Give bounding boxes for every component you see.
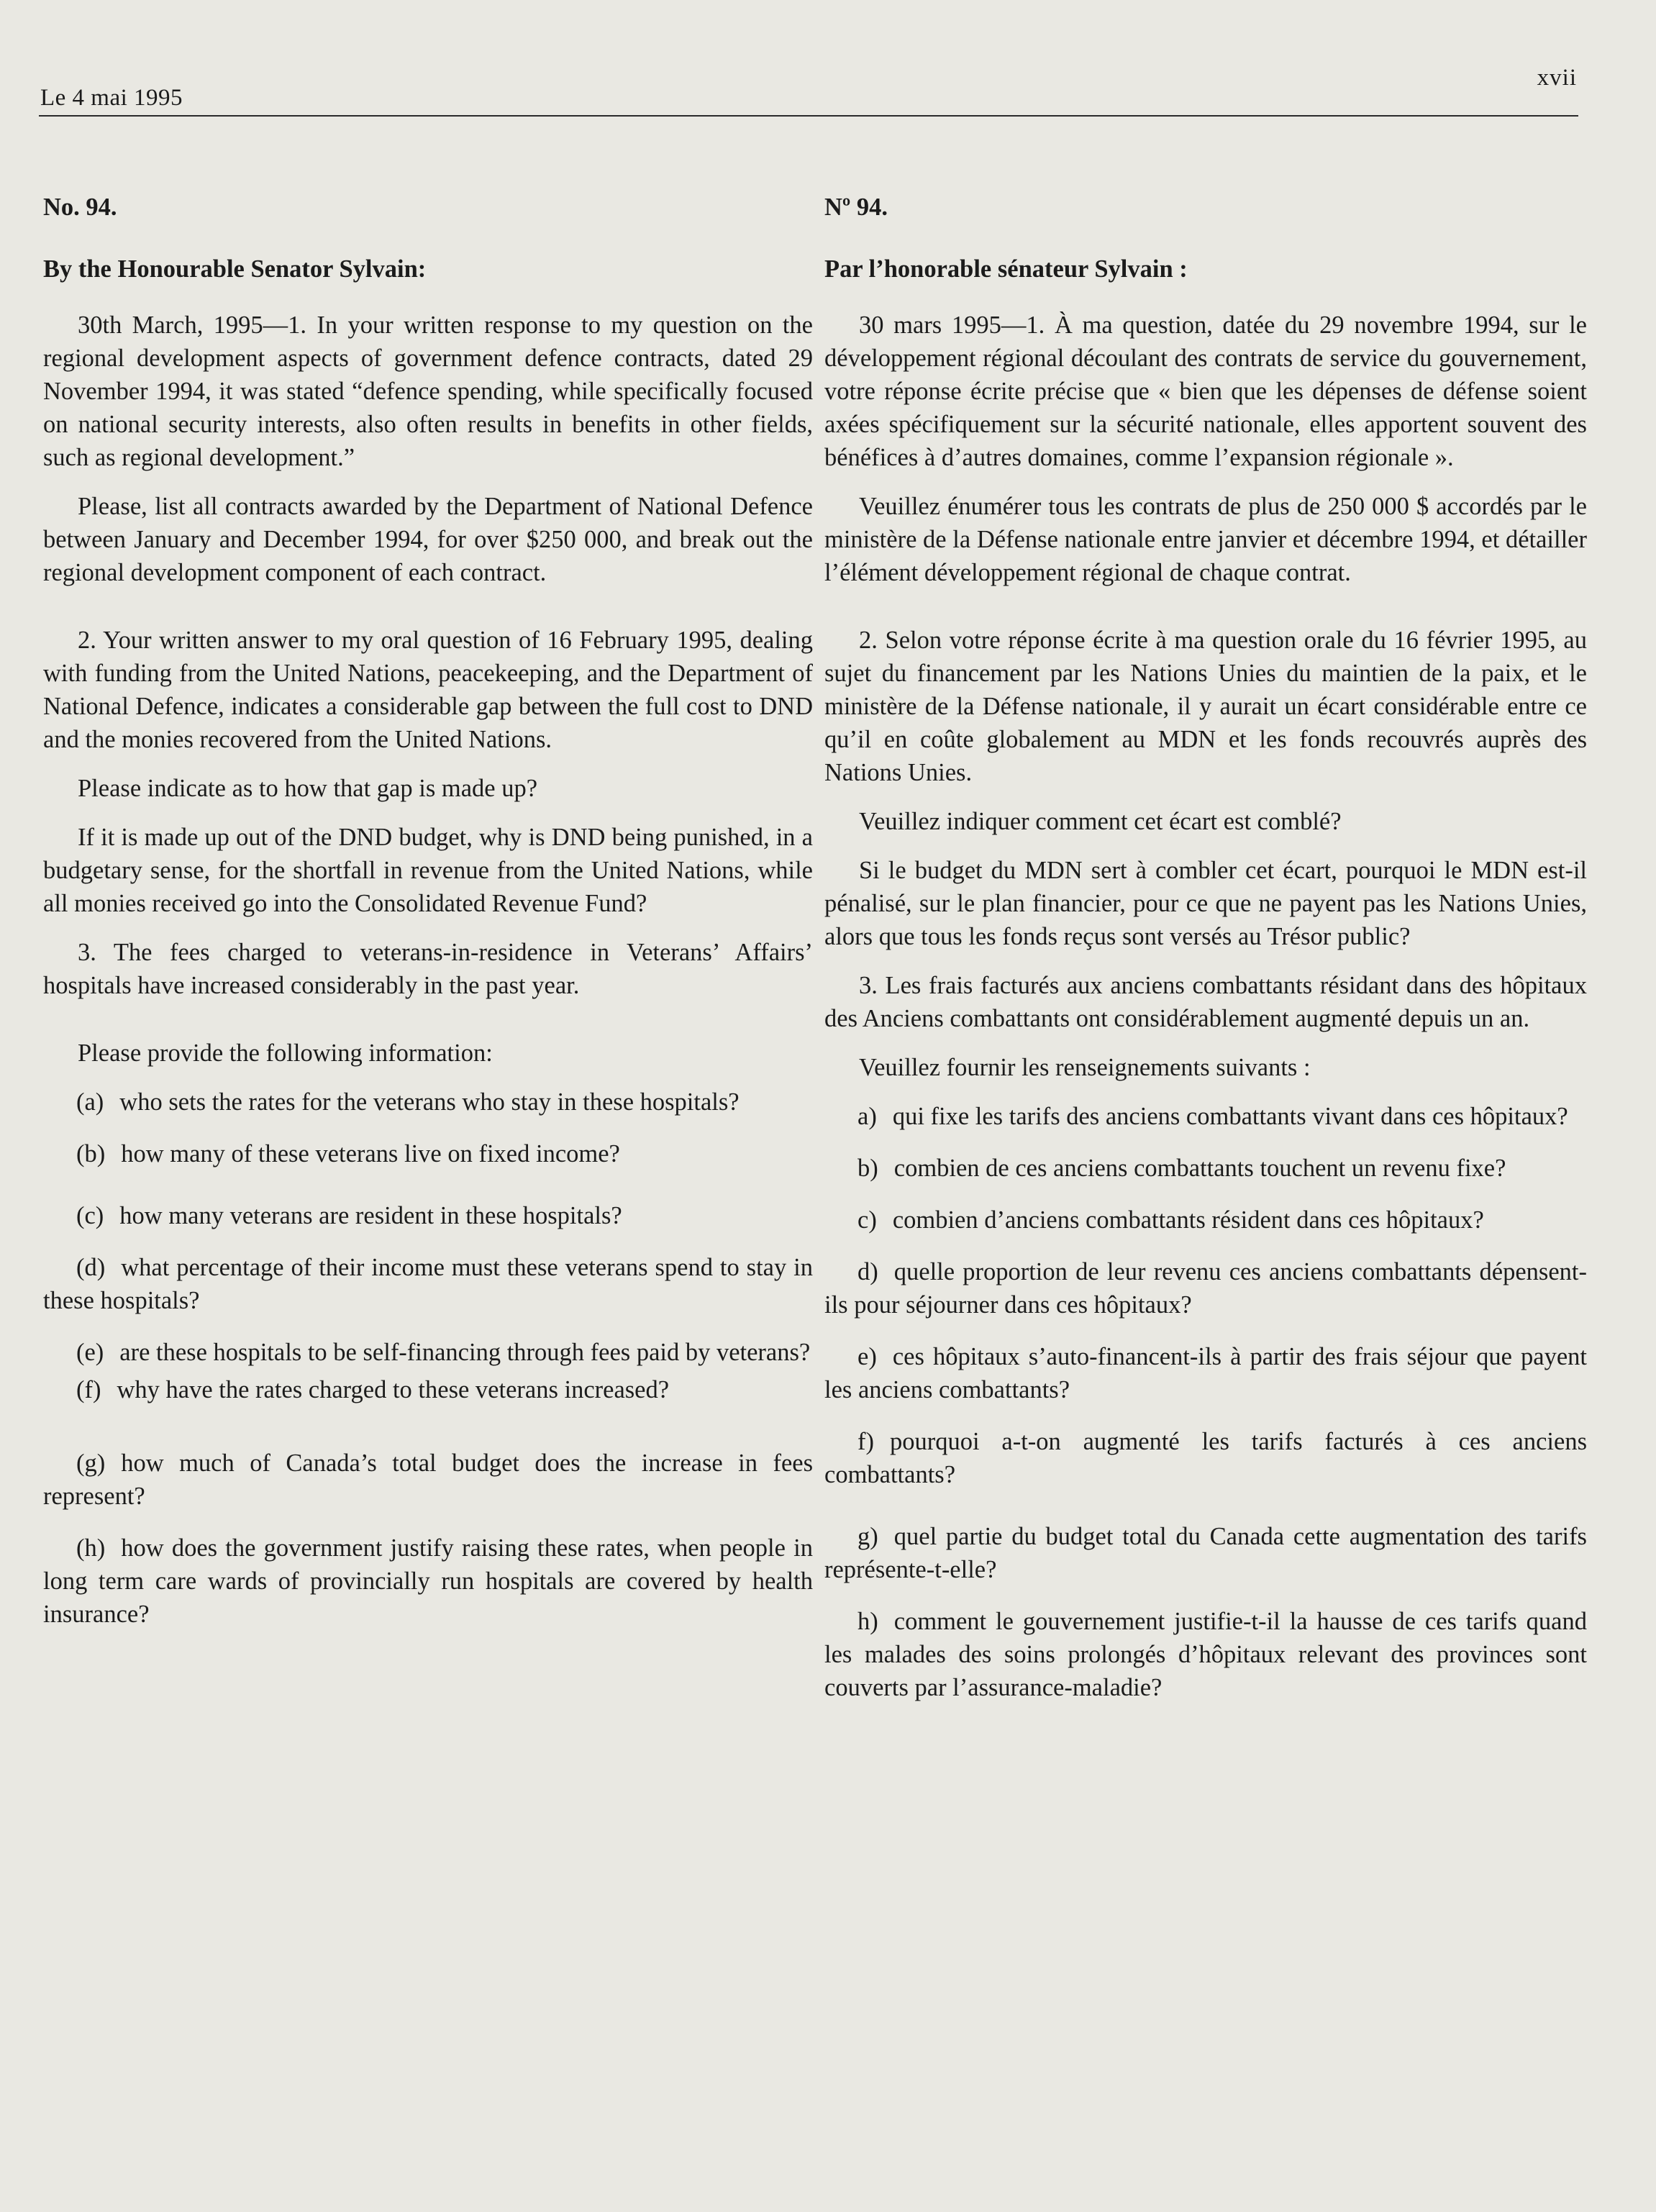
item-text: what percentage of their income must these veterans spend to stay in these hospitals? [43, 1254, 813, 1314]
list-item [824, 1100, 1587, 1133]
list-item [43, 1336, 813, 1369]
paragraph-3: 2. Your written answer to my oral question of 16 February 1995, dealing with funding from the United Nations, peacekeeping, and the Department of National Defence, indicates a considerable gap between the full cost to DND and the monies recovered from the United Nations. [43, 627, 813, 753]
item-label: d) [857, 1258, 878, 1285]
item-text: how many of these veterans live on fixed income? [121, 1140, 620, 1168]
item-text: how many veterans are resident in these hospitals? [119, 1202, 622, 1229]
paragraph-7: Please provide the following information: [78, 1039, 493, 1067]
item-label: b) [857, 1155, 878, 1182]
item-text: who sets the rates for the veterans who stay in these hospitals? [119, 1088, 740, 1116]
item-label: (c) [76, 1202, 104, 1229]
page-number: xvii [1537, 65, 1577, 91]
item-text: comment le gouvernement justifie-t-il la hausse de ces tarifs quand les malades des soins prolongés d’hôpitaux relevant des provinces sont couverts par l’assurance-maladie? [824, 1608, 1587, 1701]
item-label: e) [857, 1343, 877, 1370]
item-label: h) [857, 1608, 878, 1635]
item-label: (d) [76, 1254, 106, 1281]
french-column [824, 191, 1587, 1723]
question-number: No. 94. [43, 194, 117, 221]
item-label: (b) [76, 1140, 106, 1168]
paragraph-4: Veuillez indiquer comment cet écart est comblé? [859, 808, 1342, 835]
list-item [824, 1152, 1587, 1185]
question-author: By the Honourable Senator Sylvain: [43, 255, 427, 283]
item-text: how much of Canada’s total budget does the increase in fees represent? [43, 1449, 813, 1510]
item-text: pourquoi a-t-on augmenté les tarifs facturés à ces anciens combattants? [824, 1428, 1587, 1488]
paragraph-4: Please indicate as to how that gap is made up? [78, 775, 538, 802]
item-text: how does the government justify raising these rates, when people in long term care wards of provincially run hospitals are covered by health insurance? [43, 1534, 813, 1628]
list-item [824, 1340, 1587, 1406]
item-label: (f) [76, 1376, 101, 1403]
question-list [824, 1100, 1587, 1704]
item-label: g) [857, 1523, 878, 1550]
english-column [43, 191, 813, 1649]
item-label: a) [857, 1103, 877, 1130]
paragraph-6: 3. Les frais facturés aux anciens combattants résidant dans des hôpitaux des Anciens combattants ont considérablement augmenté depuis un an. [824, 972, 1587, 1032]
list-item [43, 1447, 813, 1513]
paragraph-3: 2. Selon votre réponse écrite à ma question orale du 16 février 1995, au sujet du financement par les Nations Unies du maintien de la paix, et le ministère de la Défense nationale, il y aurait un écart considérable entre ce qu’il en coûte globalement au MDN et les fonds recouvrés auprès des Nations Unies. [824, 627, 1587, 786]
item-text: ces hôpitaux s’auto-financent-ils à partir des frais séjour que payent les anciens combattants? [824, 1343, 1587, 1403]
item-label: (e) [76, 1339, 104, 1366]
item-text: quelle proportion de leur revenu ces anciens combattants dépensent-ils pour séjourner dans ces hôpitaux? [824, 1258, 1587, 1319]
list-item [43, 1373, 813, 1406]
header-divider [39, 115, 1578, 117]
question-list [43, 1085, 813, 1631]
list-item [824, 1425, 1587, 1491]
paragraph-1: 30th March, 1995—1. In your written response to my question on the regional development aspects of government defence contracts, dated 29 November 1994, it was stated “defence spending, while specifically focused on national security interests, also often results in benefits in other fields, such as regional development.” [43, 311, 813, 471]
paragraph-5: If it is made up out of the DND budget, why is DND being punished, in a budgetary sense, for the shortfall in revenue from the United Nations, while all monies received go into the Consolidated Revenue Fund? [43, 824, 813, 917]
paragraph-6: 3. The fees charged to veterans-in-residence in Veterans’ Affairs’ hospitals have increased considerably in the past year. [43, 939, 813, 999]
paragraph-7: Veuillez fournir les renseignements suivants : [859, 1054, 1311, 1081]
list-item [824, 1520, 1587, 1586]
list-item [43, 1137, 813, 1170]
paragraph-2: Please, list all contracts awarded by the Department of National Defence between January and December 1994, for over $250 000, and break out the regional development component of each contract. [43, 493, 813, 586]
item-label: (g) [76, 1449, 106, 1477]
paragraph-5: Si le budget du MDN sert à combler cet écart, pourquoi le MDN est-il pénalisé, sur le plan financier, pour ce que ne payent pas les Nations Unies, alors que tous les fonds reçus sont versés au Trésor public? [824, 857, 1587, 950]
question-number: Nº 94. [824, 194, 888, 221]
paragraph-2: Veuillez énumérer tous les contrats de plus de 250 000 $ accordés par le ministère de la Défense nationale entre janvier et décembre 1994, et détailler l’élément développement régional de chaque contrat. [824, 493, 1587, 586]
list-item [824, 1203, 1587, 1237]
item-text: why have the rates charged to these veterans increased? [117, 1376, 670, 1403]
paragraph-1: 30 mars 1995—1. À ma question, datée du 29 novembre 1994, sur le développement régional découlant des contrats de service du gouvernement, votre réponse écrite précise que « bien que les dépenses de défense soient axées spécifiquement sur la sécurité nationale, elles apportent souvent des bénéfices à d’autres domaines, comme l’expansion régionale ». [824, 311, 1587, 471]
list-item [43, 1199, 813, 1232]
item-text: qui fixe les tarifs des anciens combattants vivant dans ces hôpitaux? [892, 1103, 1568, 1130]
item-label: (a) [76, 1088, 104, 1116]
list-item [43, 1531, 813, 1631]
item-text: combien d’anciens combattants résident dans ces hôpitaux? [892, 1206, 1484, 1234]
question-author: Par l’honorable sénateur Sylvain : [824, 255, 1188, 283]
item-text: quel partie du budget total du Canada cette augmentation des tarifs représente-t-elle? [824, 1523, 1587, 1583]
list-item [824, 1605, 1587, 1704]
list-item [824, 1255, 1587, 1321]
item-text: are these hospitals to be self-financing through fees paid by veterans? [119, 1339, 811, 1366]
item-label: (h) [76, 1534, 106, 1562]
list-item [43, 1251, 813, 1317]
item-label: c) [857, 1206, 877, 1234]
item-text: combien de ces anciens combattants touchent un revenu fixe? [893, 1155, 1506, 1182]
header-date: Le 4 mai 1995 [40, 85, 183, 111]
item-label: f) [857, 1428, 874, 1455]
list-item [43, 1085, 813, 1119]
